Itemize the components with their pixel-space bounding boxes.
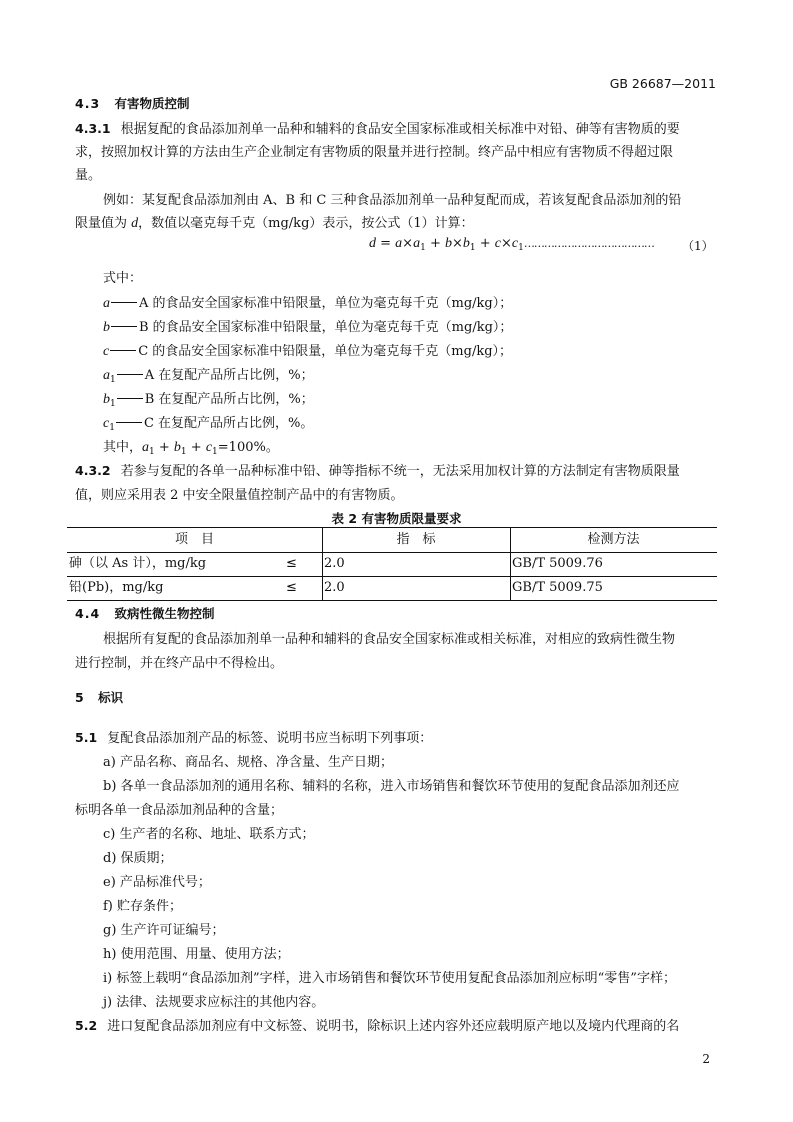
subscript: 1 <box>212 447 218 457</box>
formula-c: c <box>494 236 502 251</box>
clause-text: 根据复配的食品添加剂单一品种和辅料的食品安全国家标准或相关标准中对铅、砷等有害物质的要 <box>120 122 680 137</box>
section-4-3-heading <box>75 94 190 112</box>
em-dash <box>110 350 136 351</box>
var-b1: b <box>173 440 181 455</box>
clause-5-1-intro <box>75 727 432 746</box>
em-dash <box>117 374 143 375</box>
header-index: 指 标 <box>396 532 436 547</box>
plus-sign: + <box>186 440 206 455</box>
list-item-b: b) 各单一食品添加剂的通用名称、辅料的名称，进入市场销售和餐饮环节使用的复配食品添加剂还应 <box>103 779 680 794</box>
leader-dots: ………………………………… <box>523 237 654 250</box>
var-a: a <box>103 296 110 311</box>
clause-number: 4.3.2 <box>75 463 111 478</box>
row-method: GB/T 5009.76 <box>512 556 603 571</box>
list-item-j: j) 法律、法规要求应标注的其他内容。 <box>103 995 325 1010</box>
clause-text: 进口复配食品添加剂应有中文标签、说明书，除标识上述内容外还应载明原产地以及境内代理商的名 <box>107 1019 680 1034</box>
header-method: 检测方法 <box>587 532 640 547</box>
chapter-number: 5 <box>75 690 84 705</box>
row-value: 2.0 <box>324 580 345 595</box>
var-b1: b <box>103 392 110 407</box>
def-c1 <box>103 412 313 432</box>
header-item: 项 目 <box>174 532 214 547</box>
def-text: B 在复配产品所占比例，%； <box>144 392 314 407</box>
table-caption: 表 2 有害物质限量要求 <box>331 511 462 526</box>
subscript: 1 <box>469 243 476 253</box>
plus-sign: + <box>475 236 495 251</box>
def-c <box>103 340 512 360</box>
em-dash <box>117 398 143 399</box>
clause-4-3-1-line-1 <box>75 118 716 137</box>
formula-lhs: d <box>369 236 376 251</box>
def-text: C 在复配产品所占比例，%。 <box>143 416 314 431</box>
list-item-b-cont: 标明各单一食品添加剂品种的含量； <box>75 803 284 818</box>
formula-b1: b <box>462 236 470 251</box>
plus-sign: + <box>154 440 174 455</box>
hazard-limits-table <box>67 527 717 601</box>
times-sign: × <box>501 236 512 251</box>
row-item: 砷（以 As 计），mg/kg <box>69 556 207 571</box>
chapter-5-heading <box>75 688 123 706</box>
row-method: GB/T 5009.75 <box>512 580 603 595</box>
def-a1 <box>103 364 314 384</box>
list-item-h: h) 使用范围、用量、使用方法； <box>103 947 290 962</box>
clause-number: 5.1 <box>75 730 98 745</box>
section-title: 有害物质控制 <box>114 96 190 111</box>
var-b: b <box>103 320 110 335</box>
row-operator: ≤ <box>286 580 297 595</box>
subscript: 1 <box>180 447 187 457</box>
subscript: 1 <box>149 447 155 457</box>
equals-sign: = <box>376 236 396 251</box>
variable-d: d <box>131 216 139 231</box>
sum-prefix: 其中， <box>103 440 143 455</box>
times-sign: × <box>402 236 414 251</box>
standard-code: GB 26687—2011 <box>609 76 716 91</box>
def-b <box>103 316 512 336</box>
def-text: A 的食品安全国家标准中铅限量，单位为毫克每千克（mg/kg）； <box>139 296 513 311</box>
list-item-a: a) 产品名称、商品名、规格、净含量、生产日期； <box>103 755 393 770</box>
list-item-d: d) 保质期； <box>103 851 173 866</box>
list-item-i: i) 标签上载明“食品添加剂”字样，进入市场销售和餐饮环节使用复配食品添加剂应标明“零售”字样； <box>103 971 676 986</box>
clause-text: 若参与复配的各单一品种标准中铅、砷等指标不统一，无法采用加权计算的方法制定有害物质限量 <box>120 464 680 479</box>
formula-number: （1） <box>682 239 714 253</box>
section-title: 致病性微生物控制 <box>114 606 215 621</box>
list-item-e: e) 产品标准代号； <box>103 875 211 890</box>
var-c1: c <box>103 416 110 431</box>
em-dash <box>116 422 142 423</box>
where-label: 式中： <box>103 271 143 286</box>
clause-5-2-line-1 <box>75 1015 679 1034</box>
clause-text: 复配食品添加剂产品的标签、说明书应当标明下列事项： <box>107 731 433 746</box>
section-4-4-heading <box>75 604 215 622</box>
list-item-g: g) 生产许可证编号； <box>103 923 225 938</box>
sum-line <box>103 436 279 456</box>
def-a <box>103 292 512 312</box>
table-header-row <box>67 528 717 553</box>
em-dash <box>111 326 137 327</box>
var-c: c <box>103 344 110 359</box>
def-text: B 的食品安全国家标准中铅限量，单位为毫克每千克（mg/kg）； <box>139 320 513 335</box>
var-a1: a <box>103 368 110 383</box>
section-4-4-line-1: 根据所有复配的食品添加剂单一品种和辅料的食品安全国家标准或相关标准，对相应的致病性微生物 <box>103 632 676 647</box>
var-a1: a <box>142 440 150 455</box>
formula-b: b <box>444 236 452 251</box>
list-item-f: f) 贮存条件； <box>103 899 183 914</box>
em-dash <box>111 302 137 303</box>
def-text: A 在复配产品所占比例，%； <box>144 368 314 383</box>
formula-a: a <box>395 236 403 251</box>
times-sign: × <box>451 236 463 251</box>
formula-a1: a <box>413 236 421 251</box>
subscript: 1 <box>109 423 115 433</box>
plus-sign: + <box>425 236 445 251</box>
def-text: C 的食品安全国家标准中铅限量，单位为毫克每千克（mg/kg）； <box>138 344 513 359</box>
clause-4-3-1-line-3: 量。 <box>75 168 102 183</box>
var-c1: c <box>205 440 213 455</box>
section-4-4-line-2: 进行控制，并在终产品中不得检出。 <box>75 656 284 671</box>
subscript: 1 <box>110 399 116 409</box>
clause-number: 5.2 <box>75 1018 98 1033</box>
row-operator: ≤ <box>286 556 297 571</box>
subscript: 1 <box>420 243 426 253</box>
sum-value: =100% <box>217 440 266 455</box>
list-item-c: c) 生产者的名称、地址、联系方式； <box>103 827 315 842</box>
example-text-cont: ，数值以毫克每千克（mg/kg）表示，按公式（1）计算： <box>138 216 474 231</box>
table-row <box>67 576 717 600</box>
row-item: 铅(Pb)，mg/kg <box>69 580 164 595</box>
subscript: 1 <box>110 375 116 385</box>
formula-1 <box>369 236 654 252</box>
clause-4-3-2-line-2: 值，则应采用表 2 中安全限量值控制产品中的有害物质。 <box>75 488 404 503</box>
sum-end: 。 <box>265 440 279 455</box>
formula-c1: c <box>511 236 519 251</box>
chapter-title: 标识 <box>98 690 124 705</box>
row-value: 2.0 <box>324 556 345 571</box>
example-text: 限量值为 <box>75 216 128 231</box>
section-number: 4.3 <box>75 96 101 111</box>
def-b1 <box>103 388 314 408</box>
example-line-2 <box>75 212 474 232</box>
subscript: 1 <box>518 243 524 253</box>
clause-number: 4.3.1 <box>75 121 111 136</box>
table-row <box>67 552 717 577</box>
example-line-1: 例如：某复配食品添加剂由 A、B 和 C 三种食品添加剂单一品种复配而成，若该复配食品添加剂的铅 <box>103 193 682 208</box>
section-number: 4.4 <box>75 606 101 621</box>
clause-4-3-2-line-1 <box>75 460 680 479</box>
clause-4-3-1-line-2: 求，按照加权计算的方法由生产企业制定有害物质的限量并进行控制。终产品中相应有害物质不得超过限 <box>75 145 674 160</box>
page-number: 2 <box>702 1052 710 1066</box>
